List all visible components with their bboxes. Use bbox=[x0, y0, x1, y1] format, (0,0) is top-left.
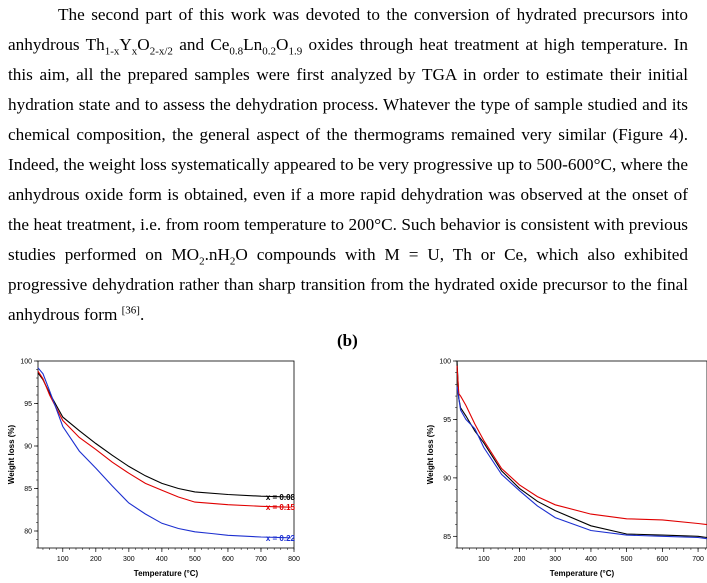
paragraph-text-run: Y bbox=[119, 35, 132, 54]
series-label-0: x = 0.08 bbox=[265, 493, 295, 502]
y-tick-label: 85 bbox=[443, 533, 451, 541]
series-label-1: x = 0.15 bbox=[265, 503, 295, 513]
paragraph-text-run: .nH bbox=[204, 245, 230, 264]
x-tick-label: 100 bbox=[477, 556, 490, 563]
y-tick-label: 85 bbox=[24, 486, 32, 493]
y-tick-label: 90 bbox=[443, 475, 451, 483]
paragraph-text-run: 2 bbox=[229, 255, 236, 268]
x-tick-label: 300 bbox=[122, 556, 135, 563]
y-tick-label: 80 bbox=[24, 528, 32, 536]
x-tick-label: 400 bbox=[585, 556, 597, 563]
paragraph-text-run: The second part of this work was devoted to the conversion of hydrated precursors into anhydrous Th bbox=[8, 5, 688, 54]
paragraph-text-run: 2-x/2 bbox=[149, 45, 173, 58]
x-tick-label: 400 bbox=[156, 556, 168, 563]
series-line-2 bbox=[457, 387, 707, 539]
x-tick-label: 200 bbox=[513, 556, 526, 563]
x-tick-label: 600 bbox=[656, 556, 669, 563]
y-tick-label: 95 bbox=[24, 401, 32, 408]
panel-label-b: (b) bbox=[337, 331, 358, 350]
paragraph-text-run: . bbox=[139, 305, 145, 324]
chart-0 bbox=[7, 359, 300, 579]
paragraph-text-run: [36] bbox=[121, 304, 140, 317]
x-tick-label: 800 bbox=[288, 556, 300, 563]
paragraph-text-run: O bbox=[137, 35, 150, 54]
paragraph-text-run: 1.9 bbox=[288, 45, 303, 58]
paragraph-text-run: x bbox=[131, 45, 138, 58]
x-tick-label: 600 bbox=[222, 556, 234, 563]
x-tick-label: 200 bbox=[89, 556, 102, 563]
paragraph-text-run: and Ce bbox=[172, 35, 230, 54]
x-tick-label: 500 bbox=[189, 556, 201, 563]
y-tick-label: 95 bbox=[443, 416, 451, 424]
series-label-2: x = 0.22 bbox=[265, 533, 295, 543]
x-tick-label: 700 bbox=[255, 556, 267, 563]
series-line-0 bbox=[457, 361, 707, 538]
y-tick-label: 100 bbox=[20, 358, 32, 366]
paragraph-text-run: 2 bbox=[199, 255, 205, 268]
series-line-1 bbox=[38, 371, 291, 507]
series-line-0 bbox=[38, 373, 291, 497]
y-axis-label: Weight loss (%) bbox=[426, 424, 435, 485]
x-tick-label: 500 bbox=[620, 556, 633, 563]
x-axis-label: Temperature (°C) bbox=[549, 569, 615, 578]
plot-frame bbox=[38, 361, 294, 548]
paragraph-text-run: O compounds with M = U, Th or Ce, which also exhibited progressive dehydration rather than sharp transition from the hydrated oxide precursor to the final anhydrous form bbox=[8, 245, 688, 324]
paragraph-text-run: 1-x bbox=[104, 45, 120, 58]
x-tick-label: 300 bbox=[549, 556, 562, 563]
x-tick-label: 700 bbox=[692, 556, 704, 563]
paragraph-text-run: 0.2 bbox=[262, 45, 277, 58]
x-axis-label: Temperature (°C) bbox=[133, 569, 199, 578]
paragraph-text-run: O bbox=[276, 35, 289, 54]
y-axis-label: Weight loss (%) bbox=[7, 424, 16, 485]
chart-1 bbox=[426, 359, 707, 579]
plot-frame bbox=[457, 361, 707, 548]
y-tick-label: 100 bbox=[439, 358, 451, 366]
paragraph-text-run: Ln bbox=[243, 35, 263, 54]
series-line-2 bbox=[38, 368, 291, 538]
y-tick-label: 90 bbox=[24, 443, 32, 451]
paragraph-text-run: 0.8 bbox=[229, 45, 244, 58]
series-line-1 bbox=[457, 366, 707, 525]
x-tick-label: 100 bbox=[56, 556, 69, 563]
paragraph-text-run: oxides through heat treatment at high temperature. In this aim, all the prepared samples were first analyzed by TGA in order to estimate their initial hydration state and to assess the dehydration process. Whatever the type of sample studied and its chemical composition, the general aspect of the thermograms remained very similar (Figure 4). Indeed, the weight loss systematically appeared to be very progressive up to 500-600°C, where the anhydrous oxide form is obtained, even if a more rapid dehydration was observed at the onset of the heat treatment, i.e. from room temperature to 200°C. Such behavior is consistent with previous studies performed on MO bbox=[8, 35, 688, 264]
